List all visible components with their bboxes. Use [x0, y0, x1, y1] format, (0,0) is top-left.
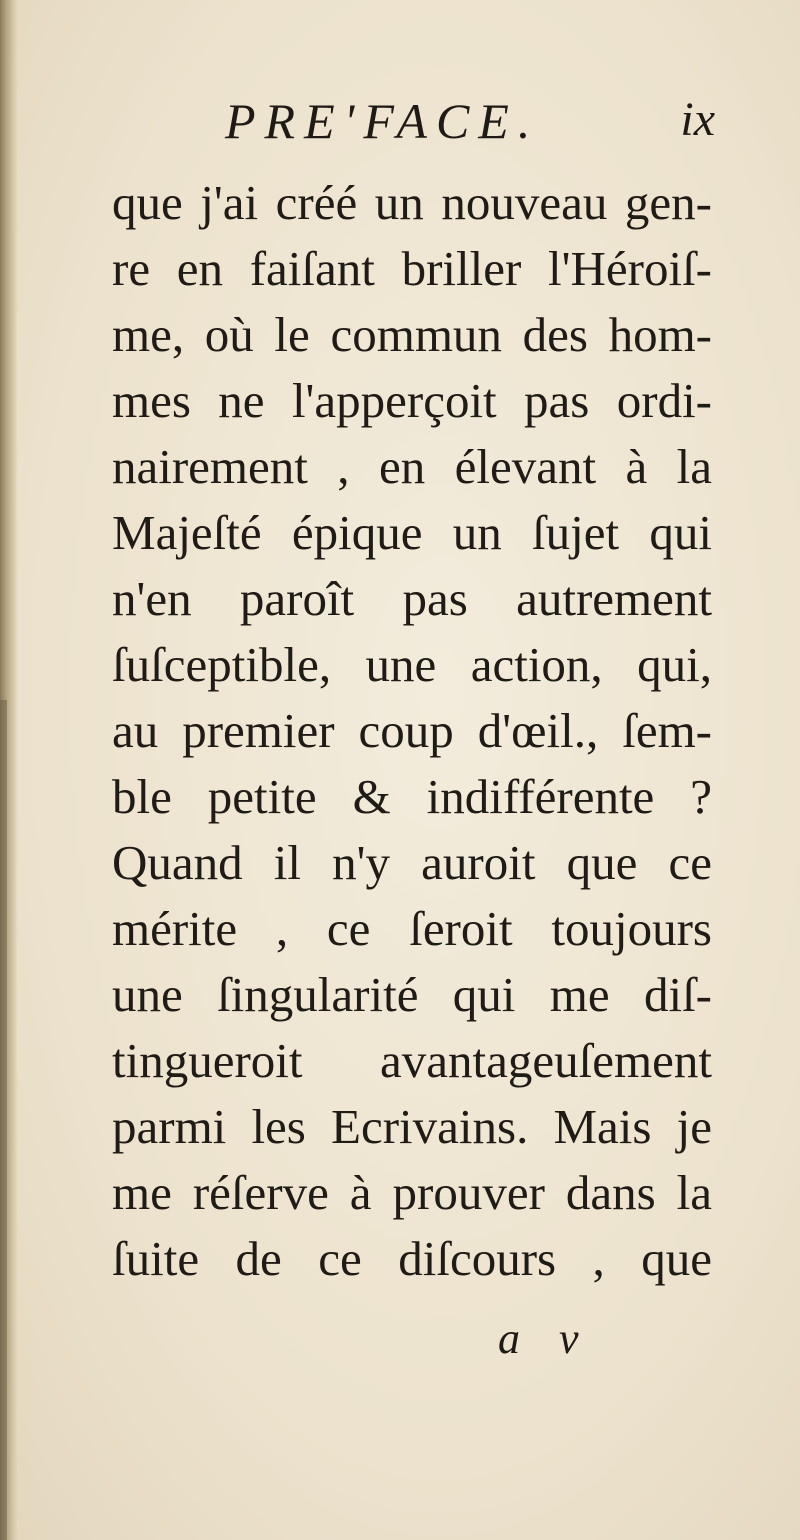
text-line: Majeſté épique un ſujet qui [112, 505, 712, 560]
page-edge-shadow [0, 700, 7, 1540]
text-line: ſuite de ce diſcours , que [112, 1231, 712, 1286]
running-title: PRE'FACE. [225, 93, 540, 149]
signature-mark: a v [498, 1314, 593, 1363]
text-line: n'en paroît pas autrement [112, 571, 712, 626]
page-number: ix [680, 93, 715, 146]
text-line: mérite , ce ſeroit toujours [112, 901, 712, 956]
text-line: ble petite & indifférente ? [112, 769, 712, 824]
text-line: re en faiſant briller l'Héroiſ- [112, 241, 712, 296]
text-line: au premier coup d'œil., ſem- [112, 703, 712, 758]
text-line: nairement , en élevant à la [112, 439, 712, 494]
text-line: tingueroit avantageuſement [112, 1033, 712, 1088]
text-line: une ſingularité qui me diſ- [112, 967, 712, 1022]
text-line: me réſerve à prouver dans la [112, 1165, 712, 1220]
text-line: ſuſceptible, une action, qui, [112, 637, 712, 692]
text-line: mes ne l'apperçoit pas ordi- [112, 373, 712, 428]
text-line: parmi les Ecrivains. Mais je [112, 1099, 712, 1154]
body-text [112, 170, 712, 1292]
text-line: que j'ai créé un nouveau gen- [112, 175, 712, 230]
page-header [225, 92, 715, 162]
text-line: Quand il n'y auroit que ce [112, 835, 712, 890]
text-line: me, où le commun des hom- [112, 307, 712, 362]
